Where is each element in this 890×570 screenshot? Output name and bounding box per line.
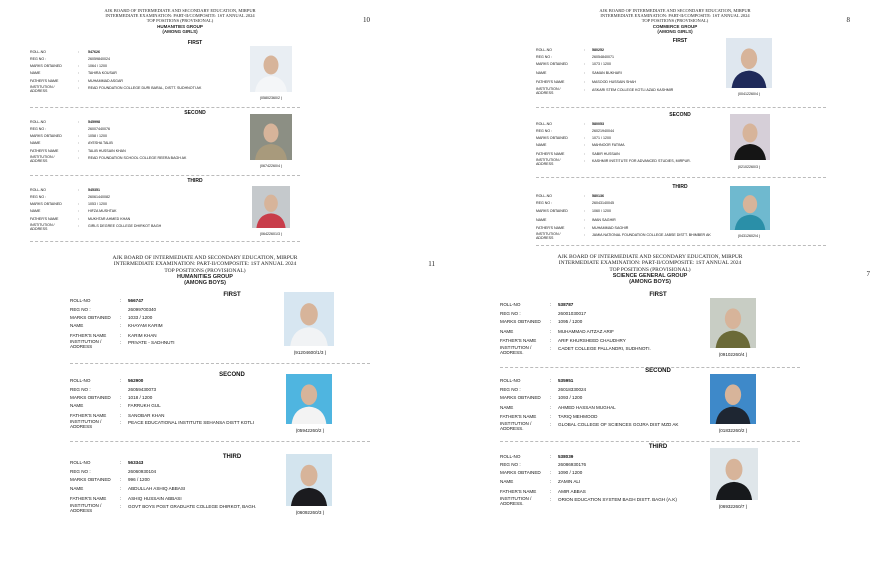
candidate-code: (06742260/4 ): [259, 164, 283, 168]
student-card: ROLL-NO : 563343 REG NO : 26060930104 MARKS OBTAINED : 996 / 1200 NAME : ABDULLAH ASHIQ ABBASI FATHER'S NAME : ASHIQ HUSSAIN ABBASI INSTITUTION / ADDRESS : GOVT BOYS POST GRADUATE COLLEGE DHIRKOT, BAGH. (06092260/3 ): [70, 456, 370, 524]
page-humanities-girls: [20, 6, 420, 246]
page-number: 7: [866, 270, 870, 278]
board-name: AJK BOARD OF INTERMEDIATE AND SECONDARY EDUCATION, MIRPUR: [112, 255, 298, 261]
position-heading: SECOND: [669, 112, 691, 118]
exam-name: INTERMEDIATE EXAMINATION: PART-II/COMPOSITE: 1ST ANNUAL 2024: [105, 13, 255, 19]
student-card: ROLL-NO : 562900 REG NO : 26059430073 MARKS OBTAINED : 1018 / 1200 NAME : FARRUKH GUL FATHER'S NAME : SANOBAR KHAN INSTITUTION / ADDRESS : PEACE EDUCATIONAL INSTITUTE SEHANSA DISTT KOTLI (05942260/2 ): [70, 374, 370, 442]
position-heading: SECOND: [219, 372, 245, 378]
group-name: SCIENCE GENERAL GROUP: [612, 272, 688, 279]
candidate-code: (01832260/2 ): [718, 428, 748, 433]
candidate-code: (05942260/2 ): [295, 428, 325, 433]
group-category: (AMONG BOYS): [184, 280, 226, 287]
candidate-code: (91204600/1/3 ): [293, 350, 327, 355]
student-card: ROLL-NO : 545998 REG NO : 26007440076 MARKS OBTAINED : 1058 / 1200 NAME : AYESHA TALIB FATHER'S NAME : TALIB HUSSAIN KHAN INSTITUTION / ADDRESS : READ FOUNDATION SCHOOL COLLEGE REERA BAGH AK (06742260/4 ): [30, 118, 300, 176]
position-heading: THIRD: [222, 454, 242, 460]
student-card: ROLL-NO : 545351 REG NO : 26061440082 MARKS OBTAINED : 1053 / 1200 NAME : HIFZA MUSHTAK FATHER'S NAME : MUKHTAR AHMED KHAN INSTITUTION / ADDRESS : GIRLS DEGREE COLLEGE DHIRKOT BAGH (06422601/3 ): [30, 186, 300, 242]
group-category: (AMONG GIRLS): [657, 28, 693, 34]
exam-name: INTERMEDIATE EXAMINATION: PART-II/COMPOSITE: 1ST ANNUAL 2024: [600, 13, 750, 19]
student-card: ROLL-NO : 580252 REG NO : 26054840071 MARKS OBTAINED : 1073 / 1200 NAME : SAMAN BUKHARI FATHER'S NAME : MASOOD HUSSAIN SHAH INSTITUTION / ADDRESS : ASKARI STEM COLLEGE KOTLI AZAD KASHMIR (00412260/4 ): [536, 46, 826, 108]
student-photo: [710, 298, 756, 348]
student-photo: [250, 114, 292, 160]
group-name: HUMANITIES GROUP: [177, 273, 233, 280]
student-card: ROLL-NO : 538039 REG NO : 26086930176 MARKS OBTAINED : 1090 / 1200 NAME : ZAMIN ALI FATHER'S NAME : AMIR ABBAS INSTITUTION / ADDRESS. : ORION EDUCATION SYSTEM BAGH DISTT. BAGH (A.K) (06932260/7 ): [500, 452, 800, 516]
page-science-general-boys: [460, 254, 870, 558]
student-photo: [726, 38, 772, 88]
page-header: [20, 8, 340, 34]
position-heading: THIRD: [648, 444, 668, 450]
list-title: TOP POSITIONS (PROVISIONAL): [609, 266, 691, 273]
group-category: (AMONG BOYS): [629, 279, 671, 286]
board-name: AJK BOARD OF INTERMEDIATE AND SECONDARY EDUCATION, MIRPUR: [557, 254, 743, 260]
position-heading: SECOND: [184, 110, 206, 116]
position-heading: THIRD: [187, 178, 203, 184]
group-category: (AMONG GIRLS): [162, 28, 198, 34]
page-commerce-girls: [470, 6, 870, 246]
board-name: AJK BOARD OF INTERMEDIATE AND SECONDARY EDUCATION, MIRPUR: [104, 8, 256, 13]
student-card: ROLL-NO : 538787 REG NO : 26001030017 MARKS OBTAINED : 1095 / 1200 NAME : MUHAMMAD AITZAZ ARIF FATHER'S NAME : ARIF KHURSHEED CHAUDHRY INSTITUTION / ADDRESS. : CADET COLLEGE PALLANDRI, SUDHNOTI. (09102260/4 ): [500, 300, 800, 368]
list-title: TOP POSITIONS (PROVISIONAL): [641, 18, 709, 24]
position-heading: FIRST: [649, 292, 667, 298]
group-name: COMMERCE GROUP: [652, 23, 698, 29]
page-header: [470, 8, 880, 34]
student-photo: [284, 292, 334, 346]
student-photo: [250, 46, 292, 92]
position-heading: THIRD: [672, 184, 688, 190]
candidate-code: (06092260/3 ): [295, 510, 325, 515]
list-title: TOP POSITIONS (PROVISIONAL): [146, 18, 214, 24]
candidate-code: (06932260/7 ): [718, 504, 748, 509]
candidate-code: (05802360/2 ): [259, 96, 283, 100]
exam-name: INTERMEDIATE EXAMINATION: PART-II/COMPOSITE: 1ST ANNUAL 2024: [113, 261, 297, 268]
page-humanities-boys: [20, 255, 450, 558]
student-card: ROLL-NO : 566747 REG NO : 26099700340 MARKS OBTAINED : 1033 / 1200 NAME : KHAYAM KARIM FATHER'S NAME : KARIM KHAN INSTITUTION / ADDRESS : PRIVATE - SADHNUTI (91204600/1/3 ): [70, 294, 370, 364]
board-name: AJK BOARD OF INTERMEDIATE AND SECONDARY EDUCATION, MIRPUR: [599, 8, 751, 13]
student-photo: [710, 448, 758, 500]
page-header: [490, 254, 810, 286]
position-heading: SECOND: [645, 368, 671, 374]
group-name: HUMANITIES GROUP: [157, 23, 203, 29]
student-card: ROLL-NO : 580136 REG NO : 26043140045 MARKS OBTAINED : 1060 / 1200 NAME : IMAN SAGHIR FATHER'S NAME : MUHAMMAD SAGHIR INSTITUTION / ADDRESS : JAMIA NATIONAL FOUNDATION COLLEGE JABSE DISTT. BHIMBER AK (04312602/4 ): [536, 192, 826, 246]
position-heading: FIRST: [187, 40, 203, 46]
student-photo: [710, 374, 756, 424]
candidate-code: (00412260/4 ): [737, 92, 761, 96]
student-card: ROLL-NO : 580053 REG NO : 26021940044 MARKS OBTAINED : 1071 / 1200 NAME : MAHNOOR FATIMA FATHER'S NAME : SABIR HUSSAIN INSTITUTION / ADDRESS : KASHMIR INSTITUTE FOR ADVANCED STUDIES, MIRPUR. (02102260/3 ): [536, 120, 826, 178]
page-number: 11: [428, 260, 435, 268]
page-header: [10, 255, 400, 287]
page-number: 10: [363, 16, 370, 24]
candidate-code: (02102260/3 ): [737, 165, 761, 169]
student-photo: [286, 374, 332, 424]
student-photo: [252, 186, 290, 228]
exam-name: INTERMEDIATE EXAMINATION: PART-II/COMPOSITE: 1ST ANNUAL 2024: [558, 260, 742, 267]
position-heading: FIRST: [223, 292, 241, 298]
candidate-code: (09102260/4 ): [718, 352, 748, 357]
student-card: ROLL-NO : 535951 REG NO : 26018330024 MARKS OBTAINED : 1093 / 1200 NAME : AHMED HASSAN MUGHAL FATHER'S NAME : TARIQ MEHMOOD INSTITUTION / ADDRESS. : GLOBAL COLLEGE OF SCIENCES GOJRA DIST MZD AK (01832260/2 ): [500, 376, 800, 442]
position-heading: FIRST: [672, 38, 688, 44]
candidate-code: (04312602/4 ): [737, 234, 761, 238]
candidate-code: (06422601/3 ): [259, 232, 283, 236]
student-photo: [286, 454, 332, 506]
student-photo: [730, 114, 770, 160]
student-card: ROLL-NO : 547626 REG NO : 26059840024 MARKS OBTAINED : 1064 / 1200 NAME : TAHIRA KOUSAR FATHER'S NAME : MUHAMMAD ASGAR INSTITUTION / ADDRESS : READ FOUNDATION COLLEGE DURI BARAL, DISTT. SUDHNOTI AK (05802360/2 ): [30, 48, 300, 108]
page-number: 8: [846, 16, 850, 24]
student-photo: [730, 186, 770, 230]
list-title: TOP POSITIONS (PROVISIONAL): [164, 267, 246, 274]
